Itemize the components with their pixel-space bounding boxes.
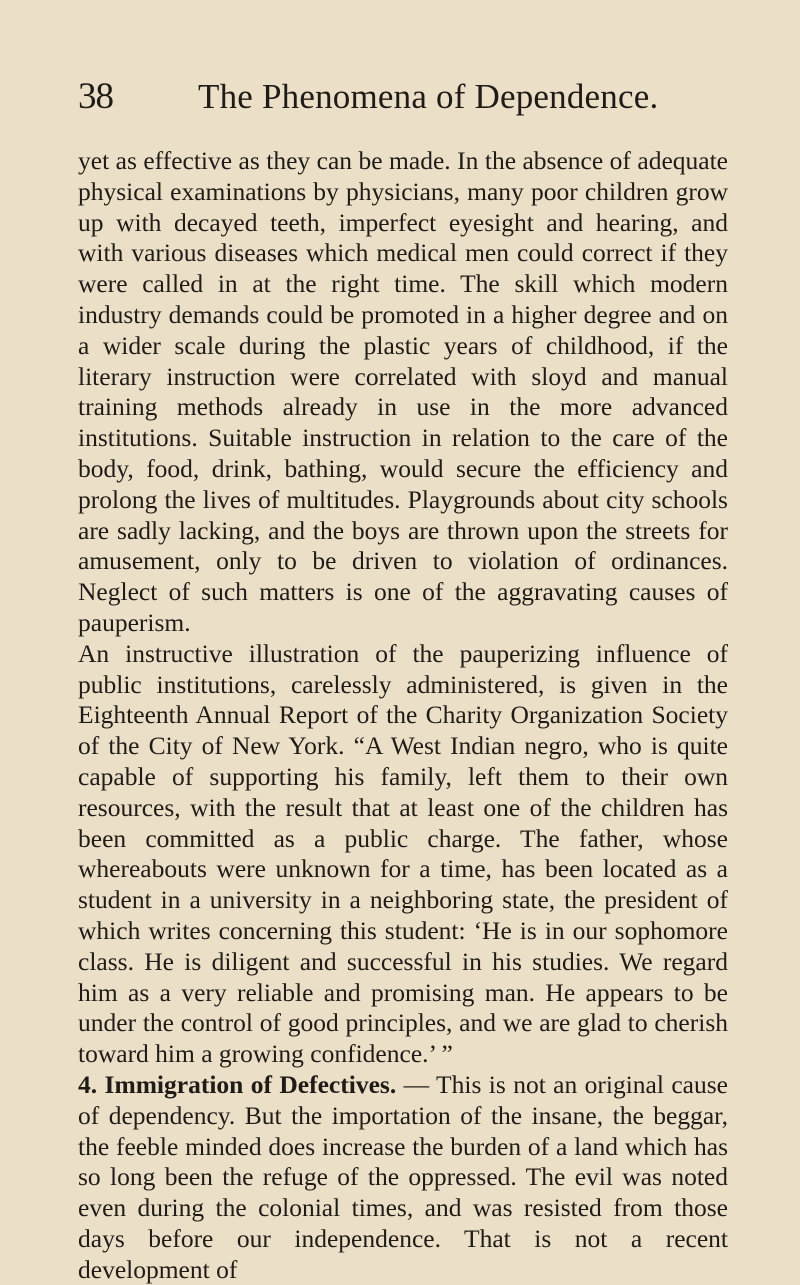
paragraph-immigration	[78, 1070, 728, 1285]
running-title: The Phenomena of Dependence.	[198, 77, 659, 116]
section-text: — This is not an original cause of dependency. But the importation of the insane, the beggar, the feeble minded does increase the burden of a land which has so long been the refuge of the oppressed. The evil was noted even during the colonial times, and was resisted from those days before our independence. That is not a recent development of	[78, 1069, 728, 1284]
page-number: 38	[78, 76, 113, 117]
paragraph-illustration: An instructive illustration of the pauperizing influence of public institutions, carelessly administered, is given in the Eighteenth Annual Report of the Charity Organization Society of the City of New York. “A West Indian negro, who is quite capable of supporting his family, left them to their own resources, with the result that at least one of the children has been committed as a public charge. The father, whose whereabouts were unknown for a time, has been located as a student in a university in a neighboring state, the president of which writes concerning this student: ‘He is in our sophomore class. He is diligent and successful in his studies. We regard him as a very reliable and promising man. He appears to be under the control of good principles, and we are glad to cherish toward him a growing confidence.’ ”	[78, 638, 728, 1069]
paragraph-continuation: yet as effective as they can be made. In the absence of adequate physical examinations by physicians, many poor children grow up with decayed teeth, imperfect eyesight and hearing, and with various diseases which medical men could correct if they were called in at the right time. The skill which modern industry demands could be promoted in a higher degree and on a wider scale during the plastic years of childhood, if the literary instruction were correlated with sloyd and manual training methods already in use in the more advanced institutions. Suitable instruction in relation to the care of the body, food, drink, bathing, would secure the efficiency and prolong the lives of multitudes. Playgrounds about city schools are sadly lacking, and the boys are thrown upon the streets for amusement, only to be driven to violation of ordinances. Neglect of such matters is one of the aggravating causes of pauperism.	[78, 146, 728, 637]
running-head	[78, 78, 728, 130]
section-heading: 4. Immigration of Defectives.	[78, 1069, 397, 1099]
body-text	[78, 146, 728, 1285]
